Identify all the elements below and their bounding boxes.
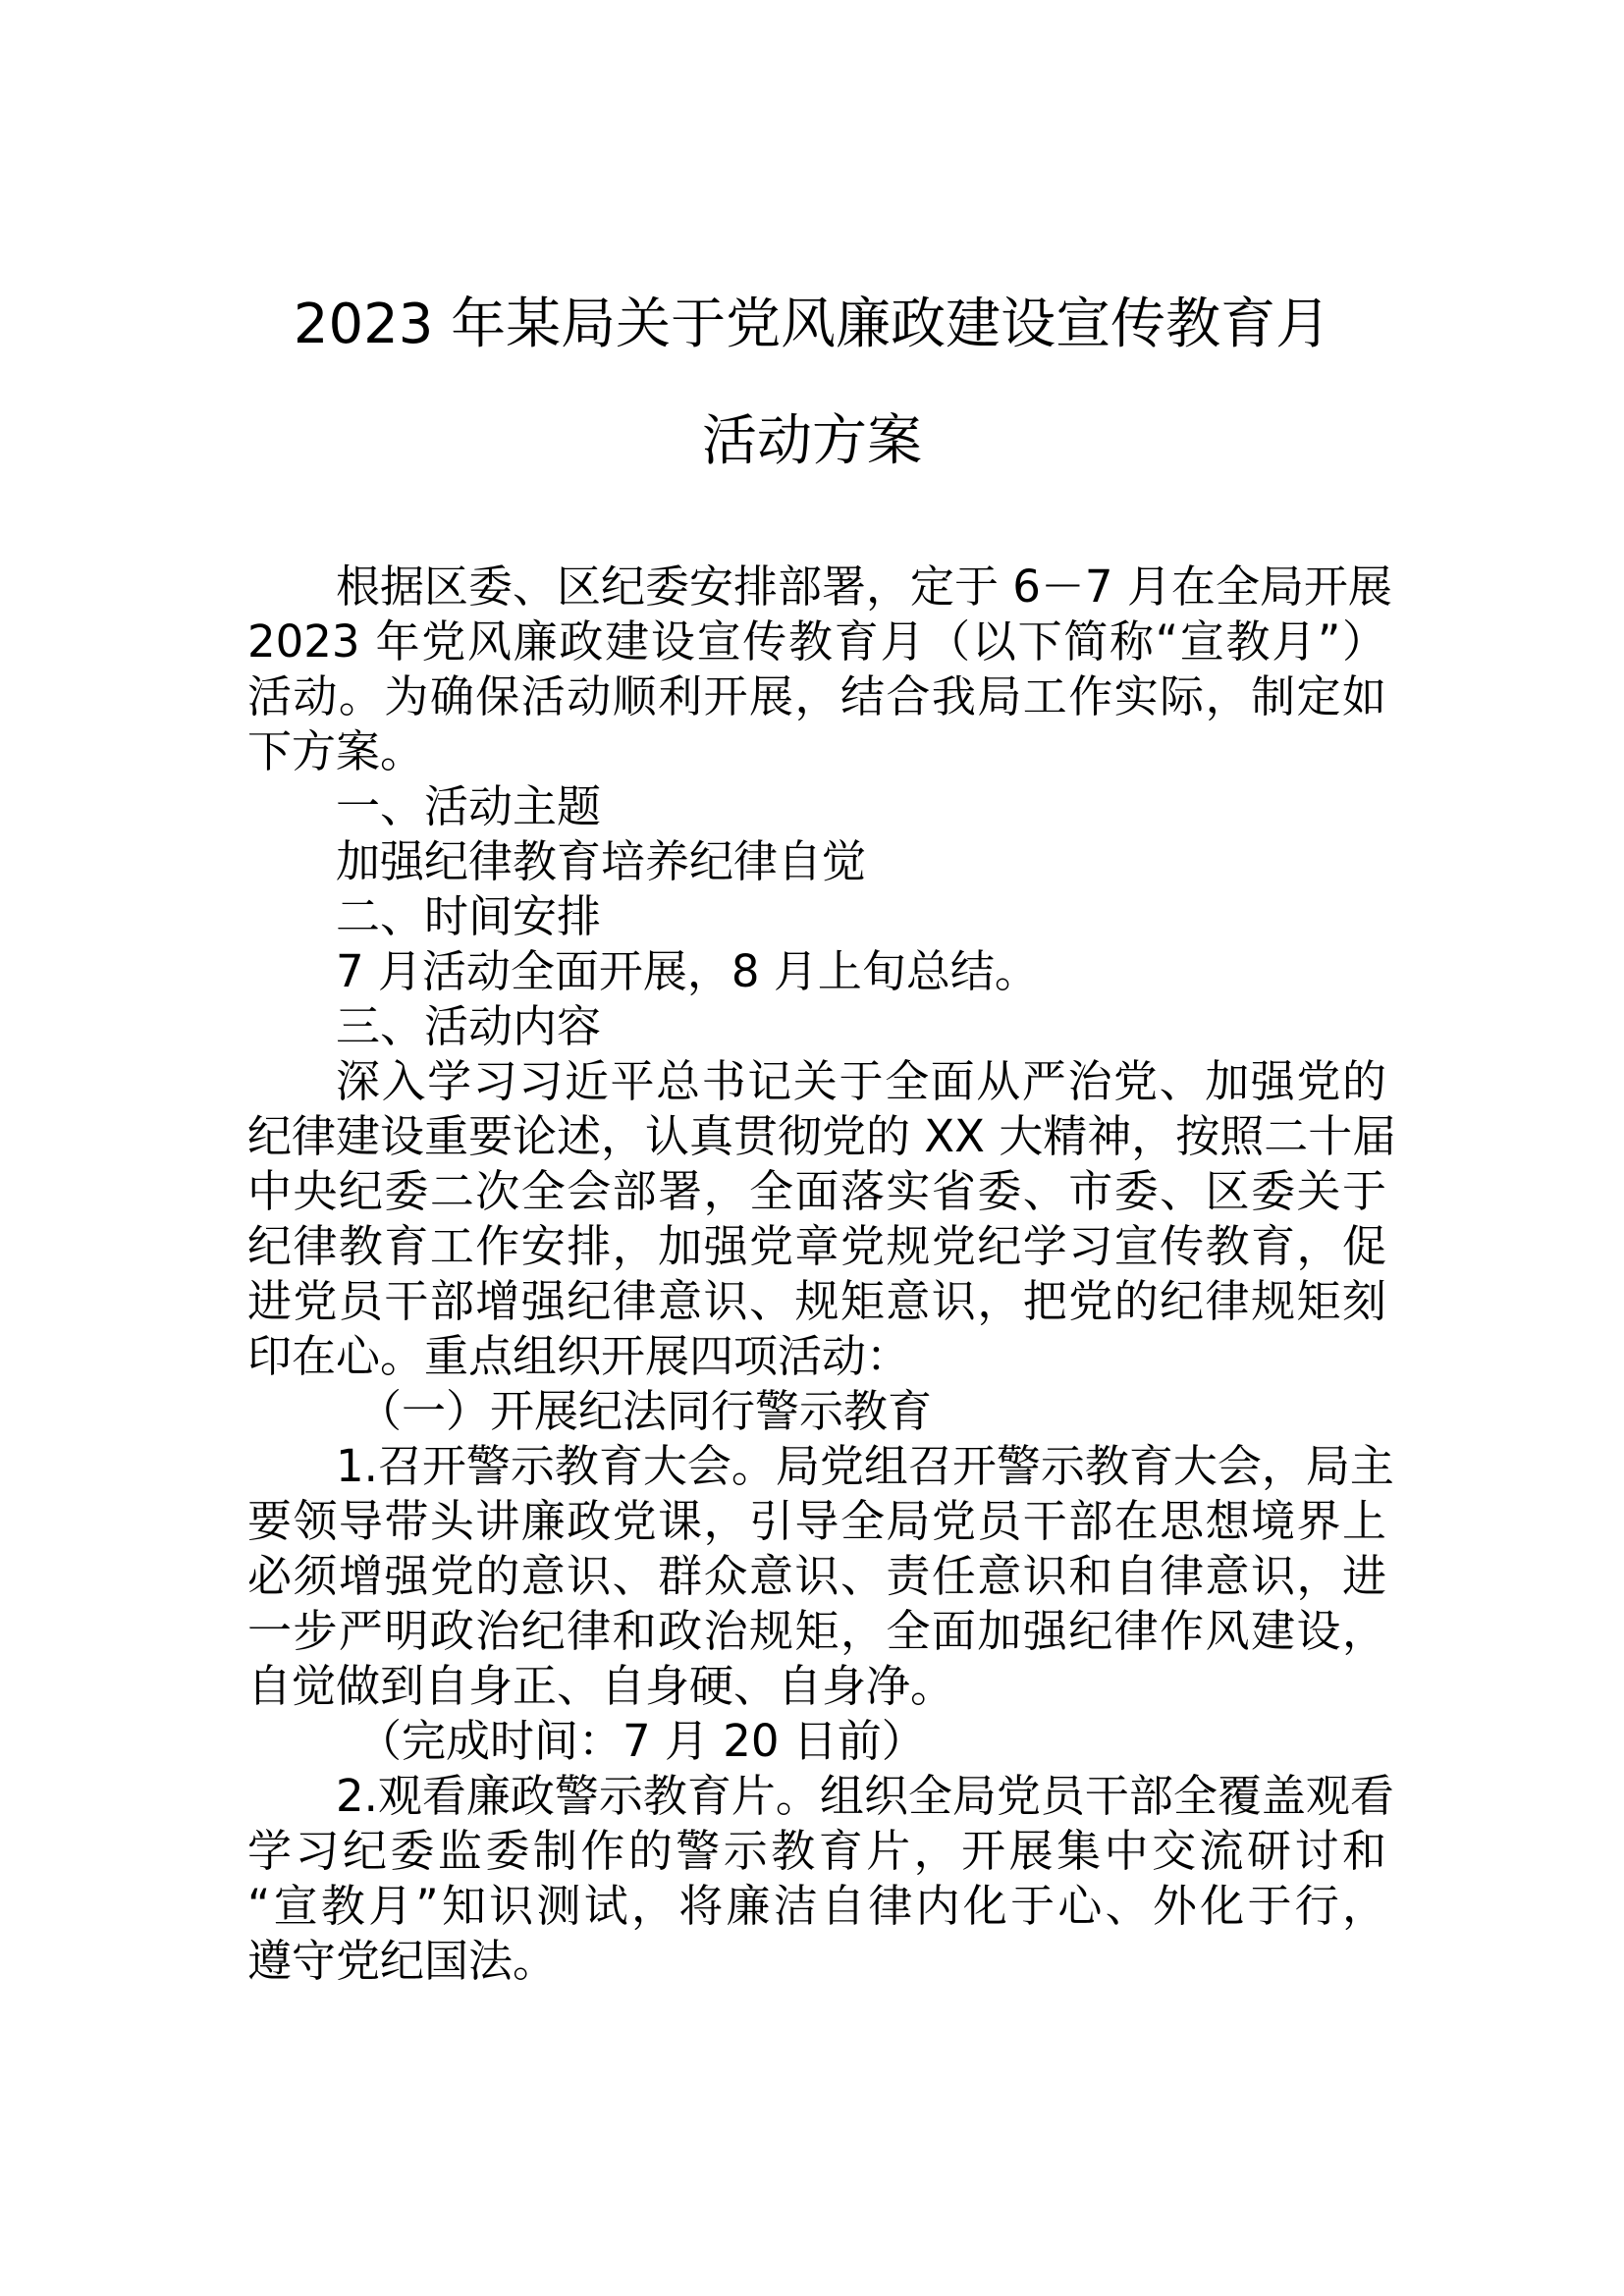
subsection-heading-1: （一）开展纪法同行警示教育 [357,1385,933,1437]
item-1-deadline: （完成时间：7 月 20 日前） [357,1715,926,1767]
item-2-line: 学习纪委监委制作的警示教育片，开展集中交流研讨和 [247,1825,1386,1877]
content-paragraph-line: 纪律建设重要论述，认真贯彻党的 XX 大精神，按照二十届 [247,1110,1397,1162]
item-1-line: 自觉做到自身正、自身硬、自身净。 [247,1660,955,1712]
item-1-line: 一步严明政治纪律和政治规矩，全面加强纪律作风建设， [247,1605,1386,1657]
paragraph-intro-line: 下方案。 [247,725,425,777]
document-title-line-2: 活动方案 [702,409,922,473]
item-1-line: 要领导带头讲廉政党课，引导全局党员干部在思想境界上 [247,1495,1386,1547]
section-heading-content: 三、活动内容 [336,1000,602,1052]
theme-text: 加强纪律教育培养纪律自觉 [336,835,867,887]
section-heading-theme: 一、活动主题 [336,780,602,832]
content-paragraph-line: 深入学习习近平总书记关于全面从严治党、加强党的 [336,1055,1386,1107]
item-2-line: 2.观看廉政警示教育片。组织全局党员干部全覆盖观看 [336,1770,1394,1822]
section-heading-schedule: 二、时间安排 [336,890,602,942]
item-1-line: 1.召开警示教育大会。局党组召开警示教育大会，局主 [336,1440,1394,1492]
item-2-line: 遵守党纪国法。 [247,1935,558,1987]
content-paragraph-line: 进党员干部增强纪律意识、规矩意识，把党的纪律规矩刻 [247,1275,1386,1327]
document-title-line-1: 2023 年某局关于党风廉政建设宣传教育月 [293,293,1331,356]
content-paragraph-line: 纪律教育工作安排，加强党章党规党纪学习宣传教育，促 [247,1220,1386,1272]
document-body [247,560,1397,1989]
paragraph-intro-line: 根据区委、区纪委安排部署，定于 6－7 月在全局开展 [336,561,1392,613]
content-paragraph-line: 中央纪委二次全会部署，全面落实省委、市委、区委关于 [247,1165,1386,1217]
paragraph-intro-line: 2023 年党风廉政建设宣传教育月（以下简称“宣教月”） [247,615,1386,667]
paragraph-intro-line: 活动。为确保活动顺利开展，结合我局工作实际，制定如 [247,670,1386,722]
content-paragraph-line: 印在心。重点组织开展四项活动： [247,1330,911,1382]
item-2-line: “宣教月”知识测试，将廉洁自律内化于心、外化于行， [247,1880,1386,1932]
item-1-line: 必须增强党的意识、群众意识、责任意识和自律意识，进 [247,1550,1386,1602]
schedule-text: 7 月活动全面开展，8 月上旬总结。 [336,945,1039,997]
